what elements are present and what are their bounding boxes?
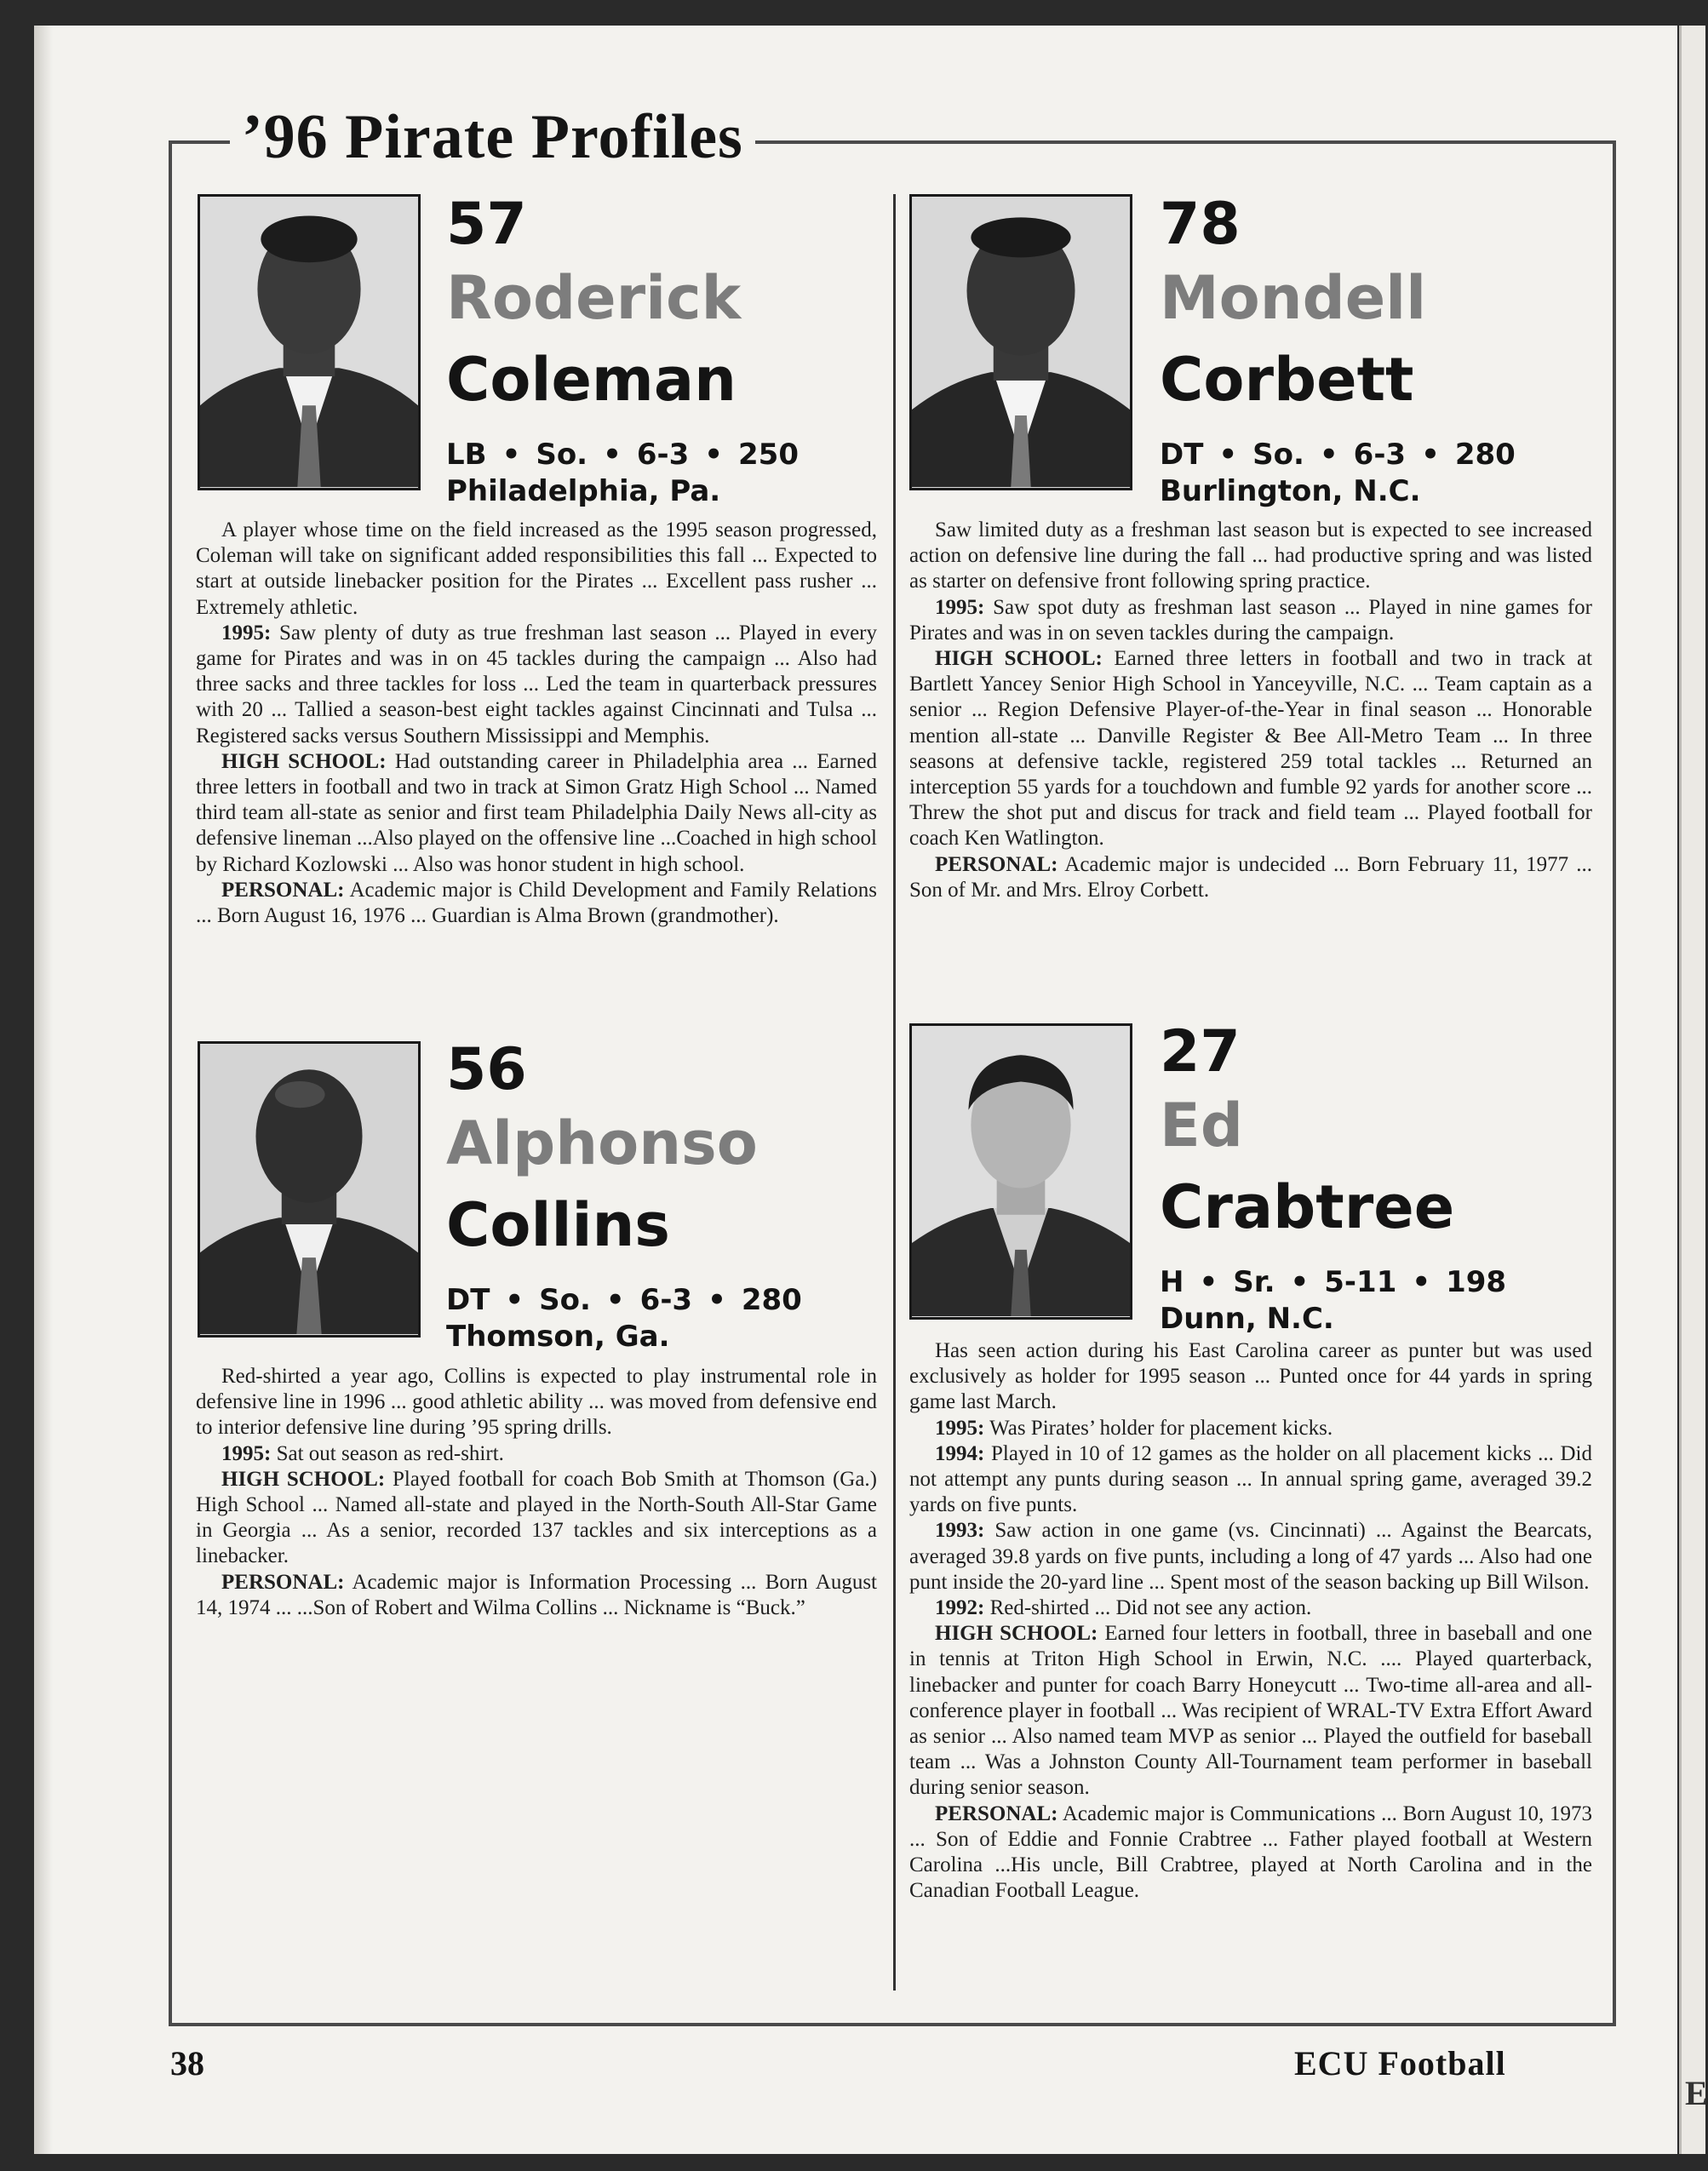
profile-heading-coleman	[446, 192, 799, 509]
player-vitals: DT • So. • 6-3 • 280	[1160, 438, 1516, 472]
bio-intro: Red-shirted a year ago, Collins is expected to play instrumental role in defensive line in 1996 ... good athletic ability ... was moved from defensive end to interior defensive line during ’95 spring drills.	[196, 1365, 877, 1440]
player-photo-coleman	[198, 194, 421, 490]
bio-paragraph: PERSONAL: Academic major is Information Processing ... Born August 14, 1974 ... ...Son of Robert and Wilma Collins ... Nickname is “Buck.”	[196, 1570, 877, 1619]
hometown: Philadelphia, Pa.	[446, 474, 721, 508]
next-page-fragment: E	[1685, 2074, 1708, 2112]
bio-paragraph: HIGH SCHOOL: Earned three letters in football and two in track at Bartlett Yancey Senior High School in Yanceyville, N.C. ... Team captain as a senior ... Region Defensive Player-of-the-Year in final season ... Honorable mention all-state ... Danville Register & Bee All-Metro Team ... In three seasons at defensive tackle, registered 259 total tackles ... Returned an interception 55 yards for a touchdown and fumble 92 yards for another score ... Threw the shot put and discus for track and field team ... Played football for coach Ken Watlington.	[909, 647, 1593, 851]
bio-intro: Saw limited duty as a freshman last season but is expected to see increased action on defensive line during the fall ... had productive spring and was listed as starter on defensive front following spring practice.	[909, 518, 1592, 593]
jersey-number: 57	[446, 191, 527, 258]
position: H	[1160, 1265, 1184, 1299]
player-portrait-icon	[912, 1026, 1130, 1317]
column-divider	[893, 194, 896, 1991]
class-year: So.	[536, 438, 588, 472]
weight: 280	[741, 1283, 802, 1317]
bio-paragraph: 1995: Saw spot duty as freshman last season ... Played in nine games for Pirates and was in on seven tackles during the campaign.	[909, 595, 1593, 644]
last-name: Collins	[446, 1190, 670, 1260]
player-portrait-icon	[200, 197, 418, 488]
height: 6-3	[636, 438, 690, 472]
player-photo-corbett	[909, 194, 1132, 490]
player-portrait-icon	[200, 1044, 418, 1335]
hometown: Burlington, N.C.	[1160, 474, 1421, 508]
last-name: Coleman	[446, 345, 737, 415]
position: LB	[446, 438, 487, 472]
first-name: Ed	[1160, 1091, 1243, 1160]
bio-crabtree	[909, 1338, 1592, 1904]
player-photo-crabtree	[909, 1023, 1132, 1320]
class-year: Sr.	[1233, 1265, 1275, 1299]
bio-paragraph: HIGH SCHOOL: Had outstanding career in Philadelphia area ... Earned three letters in football and two in track at Simon Gratz High School ... Named third team all-state as senior and first team Philadelphia Daily News all-city as defensive lineman ...Also played on the offensive line ...Coached in high school by Richard Kozlowski ... Also was honor student in high school.	[196, 749, 878, 876]
publication-name: ECU Football	[1294, 2044, 1506, 2082]
height: 6-3	[1353, 438, 1407, 472]
jersey-number: 27	[1160, 1018, 1241, 1086]
bio-paragraph: PERSONAL: Academic major is undecided ... Born February 11, 1977 ... Son of Mr. and Mrs. Elroy Corbett.	[909, 852, 1593, 902]
bio-coleman	[196, 518, 877, 929]
player-portrait-icon	[912, 197, 1130, 488]
height: 5-11	[1324, 1265, 1397, 1299]
bio-paragraph: 1994: Played in 10 of 12 games as the holder on all placement kicks ... Did not attempt any punts during season ... In annual spring game, averaged 39.2 yards on five punts.	[909, 1441, 1592, 1517]
player-vitals: LB • So. • 6-3 • 250	[446, 438, 799, 472]
first-name: Mondell	[1160, 263, 1427, 333]
bio-paragraph: 1995: Was Pirates’ holder for placement kicks.	[935, 1416, 1333, 1440]
hometown: Thomson, Ga.	[446, 1320, 670, 1354]
first-name: Alphonso	[446, 1108, 758, 1178]
profile-heading-crabtree	[1160, 1020, 1506, 1337]
bio-paragraph: 1995: Saw plenty of duty as true freshman last season ... Played in every game for Pirates and was in on 45 tackles during the campaign ... Also had three sacks and three tackles for loss ... Led the team in quarterback pressures with 20 ... Tallied a season-best eight tackles against Cincinnati and Tulsa ... Registered sacks versus Southern Mississippi and Memphis.	[196, 621, 877, 748]
bio-paragraph: HIGH SCHOOL: Played football for coach Bob Smith at Thomson (Ga.) High School ... Named all-state and played in the North-South All-Star Game in Georgia ... As a senior, recorded 137 tackles and six interceptions as a linebacker.	[196, 1467, 877, 1568]
profile-heading-collins	[446, 1038, 802, 1355]
class-year: So.	[539, 1283, 591, 1317]
bio-paragraph: PERSONAL: Academic major is Communications ... Born August 10, 1973 ... Son of Eddie and Fonnie Crabtree ... Father played football at Western Carolina ...His uncle, Bill Crabtree, played at North Carolina and in the Canadian Football League.	[909, 1802, 1592, 1903]
jersey-number: 56	[446, 1036, 527, 1103]
page-title: ’96 Pirate Profiles	[230, 99, 755, 175]
bio-intro: A player whose time on the field increased as the 1995 season progressed, Coleman will take on significant added responsibilities this fall ... Expected to start at outside linebacker position for the Pirates ... Excellent pass rusher ... Extremely athletic.	[196, 518, 877, 619]
position: DT	[446, 1283, 490, 1317]
bio-paragraph: 1995: Sat out season as red-shirt.	[221, 1441, 504, 1465]
weight: 280	[1454, 438, 1516, 472]
last-name: Corbett	[1160, 345, 1414, 415]
class-year: So.	[1252, 438, 1304, 472]
bio-paragraph: 1993: Saw action in one game (vs. Cincinnati) ... Against the Bearcats, averaged 39.8 yards on five punts, including a long of 47 yards ... Also had one punt inside the 20-yard line ... Spent most of the season backing up Bill Wilson.	[909, 1519, 1593, 1594]
bio-corbett	[909, 518, 1592, 903]
bio-paragraph: 1992: Red-shirted ... Did not see any action.	[935, 1596, 1312, 1620]
profile-heading-corbett	[1160, 192, 1516, 509]
bio-collins	[196, 1364, 877, 1621]
player-vitals: DT • So. • 6-3 • 280	[446, 1283, 802, 1317]
next-page-edge	[1679, 26, 1708, 2154]
weight: 198	[1446, 1265, 1507, 1299]
position: DT	[1160, 438, 1204, 472]
bio-paragraph: HIGH SCHOOL: Earned four letters in football, three in baseball and one in tennis at Triton High School in Erwin, N.C. .... Played quarterback, linebacker and punter for coach Barry Honeycutt ... Two-time all-area and all-conference player in football ... Was recipient of WRAL-TV Extra Effort Award as senior ... Also named team MVP as senior ... Played the outfield for baseball team ... Was a Johnston County All-Tournament team performer in baseball during senior season.	[909, 1622, 1592, 1800]
player-vitals: H • Sr. • 5-11 • 198	[1160, 1265, 1507, 1299]
last-name: Crabtree	[1160, 1172, 1455, 1242]
height: 6-3	[639, 1283, 693, 1317]
bio-paragraph: PERSONAL: Academic major is Child Development and Family Relations ... Born August 16, 1976 ... Guardian is Alma Brown (grandmother).	[196, 878, 877, 928]
page-binding-shadow	[34, 26, 53, 2154]
bio-intro: Has seen action during his East Carolina career as punter but was used exclusively as holder for 1995 season ... Punted once for 44 yards in spring game last March.	[909, 1339, 1592, 1414]
page-number: 38	[170, 2044, 204, 2082]
first-name: Roderick	[446, 263, 742, 333]
weight: 250	[738, 438, 799, 472]
jersey-number: 78	[1160, 191, 1241, 258]
hometown: Dunn, N.C.	[1160, 1302, 1334, 1336]
player-photo-collins	[198, 1041, 421, 1338]
